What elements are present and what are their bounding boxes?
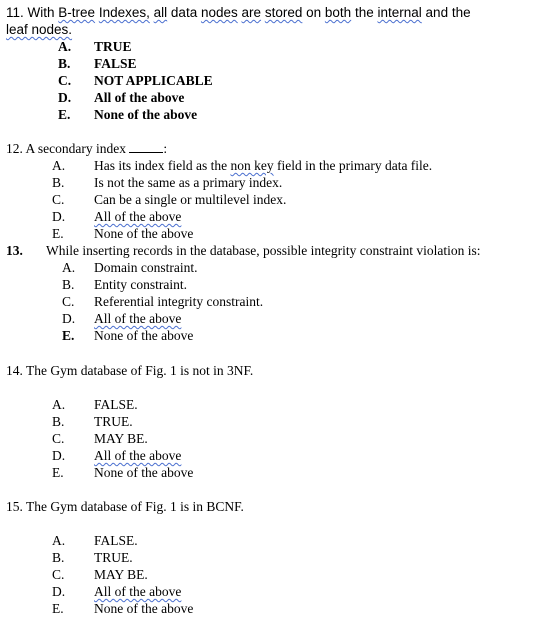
option-label: D.	[52, 448, 66, 463]
option-label: B.	[52, 175, 65, 190]
option-text: All of the above	[94, 90, 185, 105]
q11-word: Indexes,	[98, 5, 150, 20]
q13-text: While inserting records in the database, possible integrity constraint violation is:	[46, 243, 481, 258]
option-text: MAY BE.	[94, 567, 148, 582]
question-12	[6, 140, 167, 157]
q11-word: B-tree	[58, 5, 96, 20]
option-label: A.	[52, 533, 66, 548]
option-text: NOT APPLICABLE	[94, 73, 213, 88]
question-13	[6, 242, 481, 259]
option-text: FALSE	[94, 56, 137, 71]
q11-word: and	[425, 5, 449, 20]
option-text: None of the above	[94, 107, 198, 122]
option-label: D.	[62, 311, 76, 326]
option-label: B.	[52, 414, 65, 429]
option-text: FALSE.	[94, 397, 138, 412]
option-label: A.	[52, 397, 66, 412]
option-text: TRUE	[94, 39, 132, 54]
option-text: All of the above	[94, 584, 182, 599]
option-label: C.	[52, 192, 65, 207]
option-label: E.	[52, 226, 64, 241]
option-label: E.	[62, 328, 75, 343]
q11-word: nodes	[200, 5, 238, 20]
option-text: None of the above	[94, 601, 194, 616]
q12-number: 12.	[6, 141, 23, 156]
option-label: E.	[58, 107, 71, 122]
option-label: D.	[52, 584, 66, 599]
option-label: C.	[58, 73, 72, 88]
answer-blank	[129, 141, 163, 153]
option-label: D.	[58, 90, 72, 105]
q11-word: internal	[377, 5, 422, 20]
q11-word: data	[170, 5, 198, 20]
option-text: All of the above	[94, 209, 182, 224]
q11-number: 11.	[6, 5, 24, 20]
option-label: B.	[58, 56, 71, 71]
option-text: Entity constraint.	[94, 277, 187, 292]
option-text: None of the above	[94, 328, 194, 343]
option-text: MAY BE.	[94, 431, 148, 446]
option-text: Has its index field as the non key field in the primary data file.	[94, 158, 433, 173]
option-text: All of the above	[94, 448, 182, 463]
option-label: B.	[62, 277, 75, 292]
q13-number: 13.	[6, 243, 23, 258]
q11-word: stored	[264, 5, 303, 20]
option-text: Can be a single or multilevel index.	[94, 192, 287, 207]
option-text: All of the above	[94, 311, 182, 326]
q11-word: the	[451, 5, 471, 20]
option-label: A.	[52, 158, 66, 173]
option-text: FALSE.	[94, 533, 138, 548]
option-text: TRUE.	[94, 550, 133, 565]
option-label: C.	[52, 567, 65, 582]
option-label: B.	[52, 550, 65, 565]
option-text: Domain constraint.	[94, 260, 198, 275]
question-15: 15. The Gym database of Fig. 1 is in BCNF.	[6, 499, 244, 514]
option-text: Is not the same as a primary index.	[94, 175, 283, 190]
option-text: None of the above	[94, 465, 194, 480]
option-label: E.	[52, 465, 64, 480]
option-text: TRUE.	[94, 414, 133, 429]
question-11-line2: leaf nodes.	[6, 22, 73, 37]
option-label: A.	[58, 39, 72, 54]
q12-text: A secondary index	[25, 141, 126, 156]
option-text: None of the above	[94, 226, 194, 241]
option-label: E.	[52, 601, 64, 616]
q11-word: are	[241, 5, 262, 20]
q11-word: the	[354, 5, 374, 20]
q11-word: both	[324, 5, 352, 20]
q11-word: all	[153, 5, 168, 20]
question-11-line1	[6, 4, 471, 21]
option-label: A.	[62, 260, 76, 275]
q11-word: on	[306, 5, 322, 20]
q11-word: With	[27, 5, 55, 20]
option-label: D.	[52, 209, 66, 224]
option-label: C.	[62, 294, 75, 309]
q12-suffix: :	[163, 141, 168, 156]
option-text: Referential integrity constraint.	[94, 294, 264, 309]
option-label: C.	[52, 431, 65, 446]
question-14: 14. The Gym database of Fig. 1 is not in 3NF.	[6, 363, 254, 378]
